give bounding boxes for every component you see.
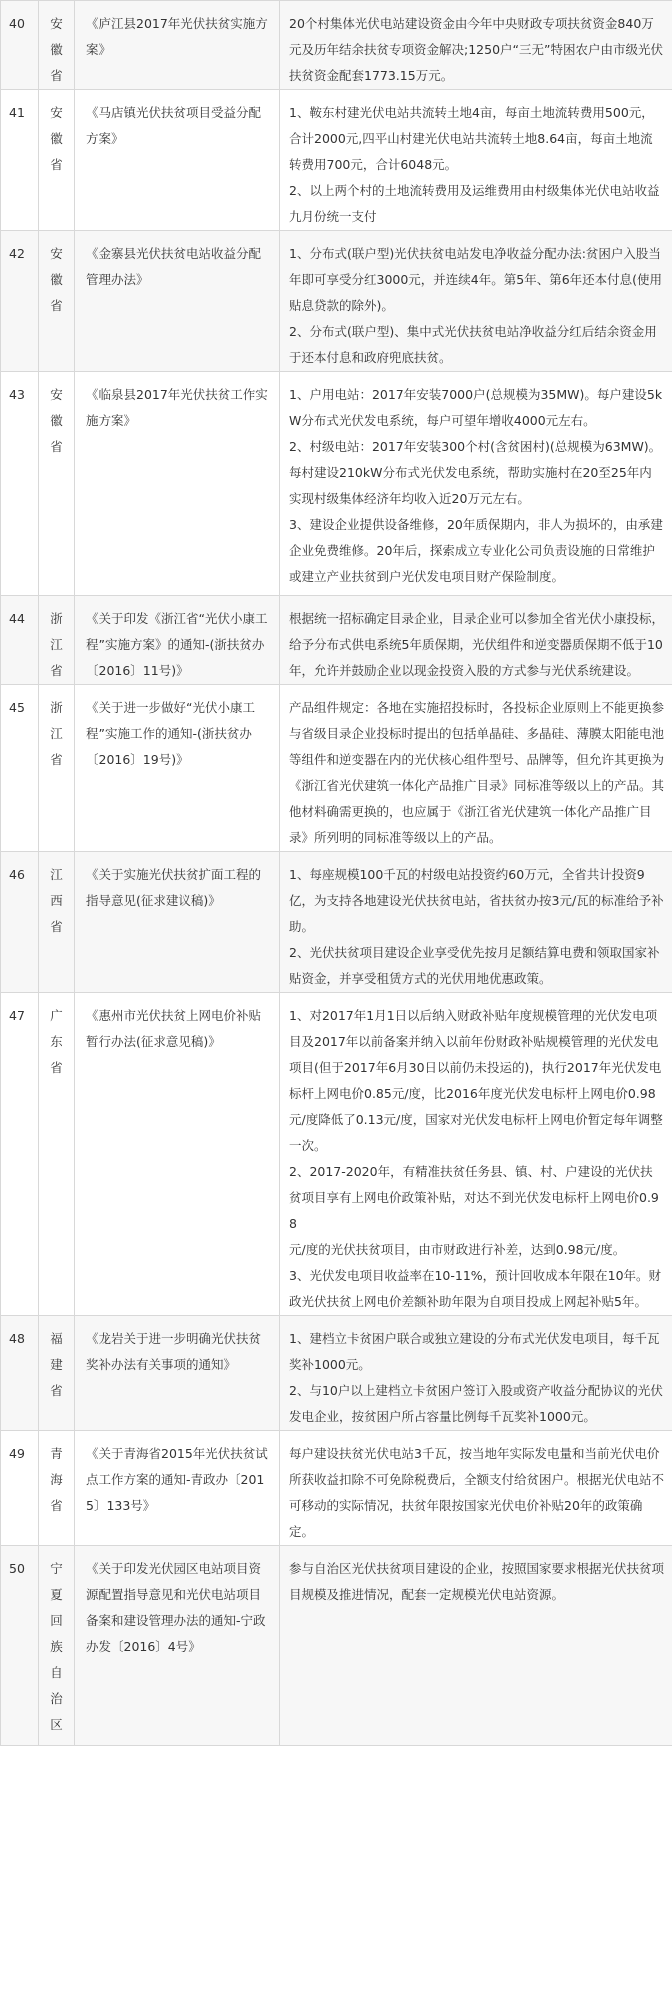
row-number: 47 [1,993,39,1316]
province-cell: 广东省 [39,993,75,1316]
province-cell: 浙江省 [39,596,75,685]
policy-title-cell: 《临泉县2017年光伏扶贫工作实施方案》 [75,372,280,596]
policy-title-cell: 《庐江县2017年光伏扶贫实施方案》 [75,1,280,90]
policy-paragraph: 1、鞍东村建光伏电站共流转土地4亩，每亩土地流转费用500元，合计2000元,四平山村建光伏电站共流转土地8.64亩，每亩土地流转费用700元，合计6048元。 [289,105,654,172]
policy-paragraph: 1、对2017年1月1日以后纳入财政补贴年度规模管理的光伏发电项目及2017年以前备案并纳入以前年份财政补贴规模管理的光伏发电项目(但于2017年6月30日以前仍未投运的)，执行2017年光伏发电标杆上网电价0.85元/度，比2016年度光伏发电标杆上网电价0.98元/度降低了0.13元/度，国家对光伏发电标杆上网电价暂定每年调整一次。 [289,1008,663,1153]
table-row [1,685,672,852]
policy-paragraph: 3、光伏发电项目收益率在10-11%，预计回收成本年限在10年。财政光伏扶贫上网电价差额补助年限为自项目投成上网起补贴5年。 [289,1268,662,1309]
table-row [1,372,672,596]
policy-paragraph: 2、以上两个村的土地流转费用及运维费用由村级集体光伏电站收益九月份统一支付 [289,183,660,224]
policy-table-body [1,1,672,1746]
policy-paragraph: 1、户用电站：2017年安装7000户(总规模为35MW)。每户建设5kW分布式光伏发电系统，每户可望年增收4000元左右。 [289,387,663,428]
policy-paragraph: 每户建设扶贫光伏电站3千瓦，按当地年实际发电量和当前光伏电价所获收益扣除不可免除税费后，全额支付给贫困户。根据光伏电站不可移动的实际情况，扶贫年限按国家光伏电价补贴20年的政策确定。 [289,1446,665,1539]
policy-paragraph: 元/度的光伏扶贫项目，由市财政进行补差，达到0.98元/度。 [289,1242,626,1257]
policy-content-cell [280,993,672,1316]
province-cell: 江西省 [39,852,75,993]
table-row [1,852,672,993]
policy-content-cell [280,1431,672,1546]
province-cell: 安徽省 [39,372,75,596]
policy-paragraph: 1、每座规模100千瓦的村级电站投资约60万元，全省共计投资9亿，为支持各地建设光伏扶贫电站，省扶贫办按3元/瓦的标准给予补助。 [289,867,664,934]
policy-paragraph: 产品组件规定：各地在实施招投标时，各投标企业原则上不能更换参与省级目录企业投标时提出的包括单晶硅、多晶硅、薄膜太阳能电池等组件和逆变器在内的光伏核心组件型号、品牌等，但允许其更换为《浙江省光伏建筑一体化产品推广目录》同标准等级以上的产品。其他材料确需更换的，也应属于《浙江省光伏建筑一体化产品推广目录》所列明的同标准等级以上的产品。 [289,700,665,845]
policy-paragraph: 参与自治区光伏扶贫项目建设的企业，按照国家要求根据光伏扶贫项目规模及推进情况，配套一定规模光伏电站资源。 [289,1561,665,1602]
policy-title-cell: 《关于进一步做好“光伏小康工程”实施工作的通知-(浙扶贫办〔2016〕19号)》 [75,685,280,852]
row-number: 43 [1,372,39,596]
row-number: 42 [1,231,39,372]
policy-paragraph: 3、建设企业提供设备维修，20年质保期内，非人为损坏的，由承建企业免费维修。20年后，探索成立专业化公司负责设施的日常维护或建立产业扶贫到户光伏发电项目财产保险制度。 [289,517,663,584]
table-row [1,1316,672,1431]
policy-content-cell [280,685,672,852]
policy-content-cell [280,1,672,90]
table-row [1,231,672,372]
province-cell: 浙江省 [39,685,75,852]
policy-content-cell [280,231,672,372]
row-number: 40 [1,1,39,90]
row-number: 50 [1,1546,39,1746]
policy-content-cell [280,1316,672,1431]
province-cell: 安徽省 [39,1,75,90]
policy-title-cell: 《龙岩关于进一步明确光伏扶贫奖补办法有关事项的通知》 [75,1316,280,1431]
policy-paragraph: 1、建档立卡贫困户联合或独立建设的分布式光伏发电项目，每千瓦奖补1000元。 [289,1331,660,1372]
province-cell: 安徽省 [39,231,75,372]
policy-paragraph: 1、分布式(联户型)光伏扶贫电站发电净收益分配办法:贫困户入股当年即可享受分红3000元，并连续4年。第5年、第6年还本付息(使用贴息贷款的除外)。 [289,246,663,313]
table-row [1,1546,672,1746]
row-number: 45 [1,685,39,852]
policy-content-cell [280,852,672,993]
policy-title-cell: 《关于印发《浙江省“光伏小康工程”实施方案》的通知-(浙扶贫办〔2016〕11号)》 [75,596,280,685]
policy-paragraph: 2、2017-2020年，有精准扶贫任务县、镇、村、户建设的光伏扶贫项目享有上网电价政策补贴，对达不到光伏发电标杆上网电价0.98 [289,1164,659,1231]
policy-paragraph: 2、与10户以上建档立卡贫困户签订入股或资产收益分配协议的光伏发电企业，按贫困户所占容量比例每千瓦奖补1000元。 [289,1383,663,1424]
row-number: 41 [1,90,39,231]
table-row [1,1,672,90]
policy-title-cell: 《关于印发光伏园区电站项目资源配置指导意见和光伏电站项目备案和建设管理办法的通知-宁政办发〔2016〕4号》 [75,1546,280,1746]
table-row [1,90,672,231]
policy-content-cell [280,596,672,685]
policy-title-cell: 《惠州市光伏扶贫上网电价补贴暂行办法(征求意见稿)》 [75,993,280,1316]
table-row [1,993,672,1316]
policy-title-cell: 《关于青海省2015年光伏扶贫试点工作方案的通知-青政办〔2015〕133号》 [75,1431,280,1546]
row-number: 46 [1,852,39,993]
province-cell: 安徽省 [39,90,75,231]
policy-content-cell [280,90,672,231]
policy-content-cell [280,1546,672,1746]
policy-paragraph: 2、分布式(联户型)、集中式光伏扶贫电站净收益分红后结余资金用于还本付息和政府兜底扶贫。 [289,324,657,365]
table-row [1,596,672,685]
policy-title-cell: 《金寨县光伏扶贫电站收益分配管理办法》 [75,231,280,372]
policy-paragraph: 2、村级电站：2017年安装300个村(含贫困村)(总规模为63MW)。每村建设210kW分布式光伏发电系统，帮助实施村在20至25年内实现村级集体经济年均收入近20万元左右。 [289,439,662,506]
policy-title-cell: 《马店镇光伏扶贫项目受益分配方案》 [75,90,280,231]
policy-paragraph: 20个村集体光伏电站建设资金由今年中央财政专项扶贫资金840万元及历年结余扶贫专项资金解决;1250户“三无”特困农户由市级光伏扶贫资金配套1773.15万元。 [289,16,663,83]
table-row [1,1431,672,1546]
row-number: 44 [1,596,39,685]
row-number: 48 [1,1316,39,1431]
province-cell: 福建省 [39,1316,75,1431]
policy-paragraph: 2、光伏扶贫项目建设企业享受优先按月足额结算电费和领取国家补贴资金，并享受租赁方式的光伏用地优惠政策。 [289,945,660,986]
province-cell: 宁夏回族自治区 [39,1546,75,1746]
policy-title-cell: 《关于实施光伏扶贫扩面工程的指导意见(征求建议稿)》 [75,852,280,993]
row-number: 49 [1,1431,39,1546]
province-cell: 青海省 [39,1431,75,1546]
policy-content-cell [280,372,672,596]
policy-paragraph: 根据统一招标确定目录企业，目录企业可以参加全省光伏小康投标，给予分布式供电系统5年质保期，光伏组件和逆变器质保期不低于10年，允许并鼓励企业以现金投资入股的方式参与光伏系统建设。 [289,611,665,678]
